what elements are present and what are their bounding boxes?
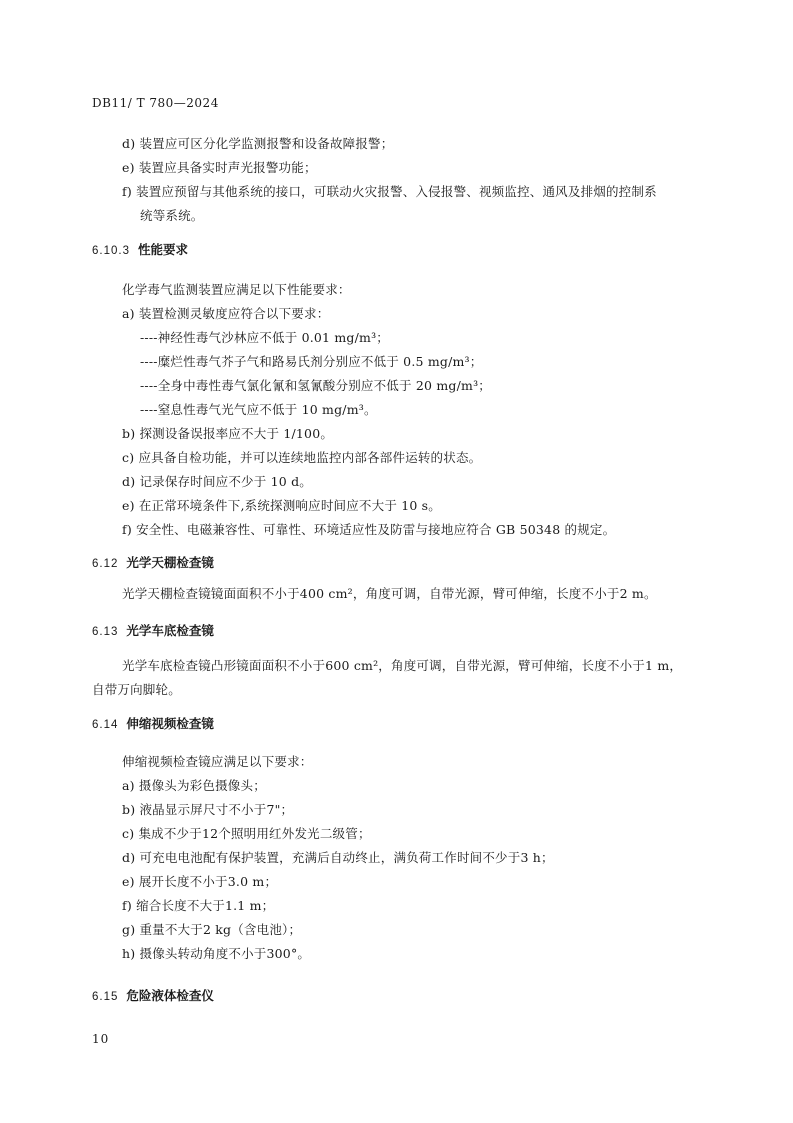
- dash-item: ----全身中毒性毒气氯化氰和氢氰酸分别应不低于 20 mg/m³；: [140, 378, 491, 393]
- list-item: d) 装置应可区分化学监测报警和设备故障报警；: [122, 136, 394, 151]
- list-item-continuation: 统等系统。: [140, 208, 204, 223]
- section-title: 性能要求: [137, 242, 188, 257]
- section-title: 伸缩视频检查镜: [126, 716, 214, 731]
- standard-code: DB11/ T 780—2024: [92, 96, 219, 110]
- list-item: h) 摄像头转动角度不小于300°。: [122, 946, 311, 961]
- section-number: 6.14: [92, 719, 119, 731]
- section-title: 危险液体检查仪: [126, 988, 214, 1003]
- list-item: e) 展开长度不小于3.0 m；: [122, 874, 278, 889]
- section-heading-6-15: [92, 986, 214, 1004]
- dash-item: ----窒息性毒气光气应不低于 10 mg/m³。: [140, 402, 377, 417]
- dash-item: ----神经性毒气沙林应不低于 0.01 mg/m³；: [140, 330, 390, 345]
- section-number: 6.15: [92, 991, 119, 1003]
- section-heading-6-13: [92, 621, 214, 639]
- page-number: 10: [92, 1032, 110, 1046]
- section-number: 6.10.3: [92, 245, 130, 257]
- list-item: c) 集成不少于12个照明用红外发光二级管；: [122, 826, 371, 841]
- section-heading-6-14: [92, 714, 214, 732]
- list-item: b) 液晶显示屏尺寸不小于7"；: [122, 802, 294, 817]
- paragraph: 化学毒气监测装置应满足以下性能要求：: [122, 282, 351, 297]
- section-title: 光学天棚检查镜: [126, 555, 214, 570]
- list-item: g) 重量不大于2 kg（含电池）；: [122, 922, 302, 937]
- list-item: f) 安全性、电磁兼容性、可靠性、环境适应性及防雷与接地应符合 GB 50348 的规定。: [122, 522, 616, 537]
- list-item: b) 探测设备误报率应不大于 1/100。: [122, 426, 334, 441]
- section-number: 6.12: [92, 558, 119, 570]
- paragraph: 伸缩视频检查镜应满足以下要求：: [122, 754, 313, 769]
- list-item: a) 装置检测灵敏度应符合以下要求：: [122, 306, 330, 321]
- list-item: a) 摄像头为彩色摄像头；: [122, 778, 266, 793]
- list-item: d) 可充电电池配有保护装置，充满后自动终止，满负荷工作时间不少于3 h；: [122, 850, 554, 865]
- list-item: f) 装置应预留与其他系统的接口，可联动火灾报警、入侵报警、视频监控、通风及排烟的控制系: [122, 184, 657, 199]
- list-item: c) 应具备自检功能，并可以连续地监控内部各部件运转的状态。: [122, 450, 482, 465]
- paragraph-continuation: 自带万向脚轮。: [92, 682, 181, 697]
- paragraph: 光学车底检查镜凸形镜面面积不小于600 cm²，角度可调，自带光源，臂可伸缩，长度不小于1 m，: [122, 658, 683, 673]
- section-number: 6.13: [92, 626, 119, 638]
- list-item: e) 装置应具备实时声光报警功能；: [122, 160, 317, 175]
- paragraph: 光学天棚检查镜镜面面积不小于400 cm²，角度可调，自带光源，臂可伸缩，长度不小于2 m。: [122, 586, 657, 601]
- list-item: e) 在正常环境条件下,系统探测响应时间应不大于 10 s。: [122, 498, 441, 513]
- section-heading-6-10-3: [92, 240, 188, 258]
- list-item: f) 缩合长度不大于1.1 m；: [122, 898, 275, 913]
- section-title: 光学车底检查镜: [126, 623, 214, 638]
- dash-item: ----糜烂性毒气芥子气和路易氏剂分别应不低于 0.5 mg/m³；: [140, 354, 483, 369]
- section-heading-6-12: [92, 553, 214, 571]
- list-item: d) 记录保存时间应不少于 10 d。: [122, 474, 313, 489]
